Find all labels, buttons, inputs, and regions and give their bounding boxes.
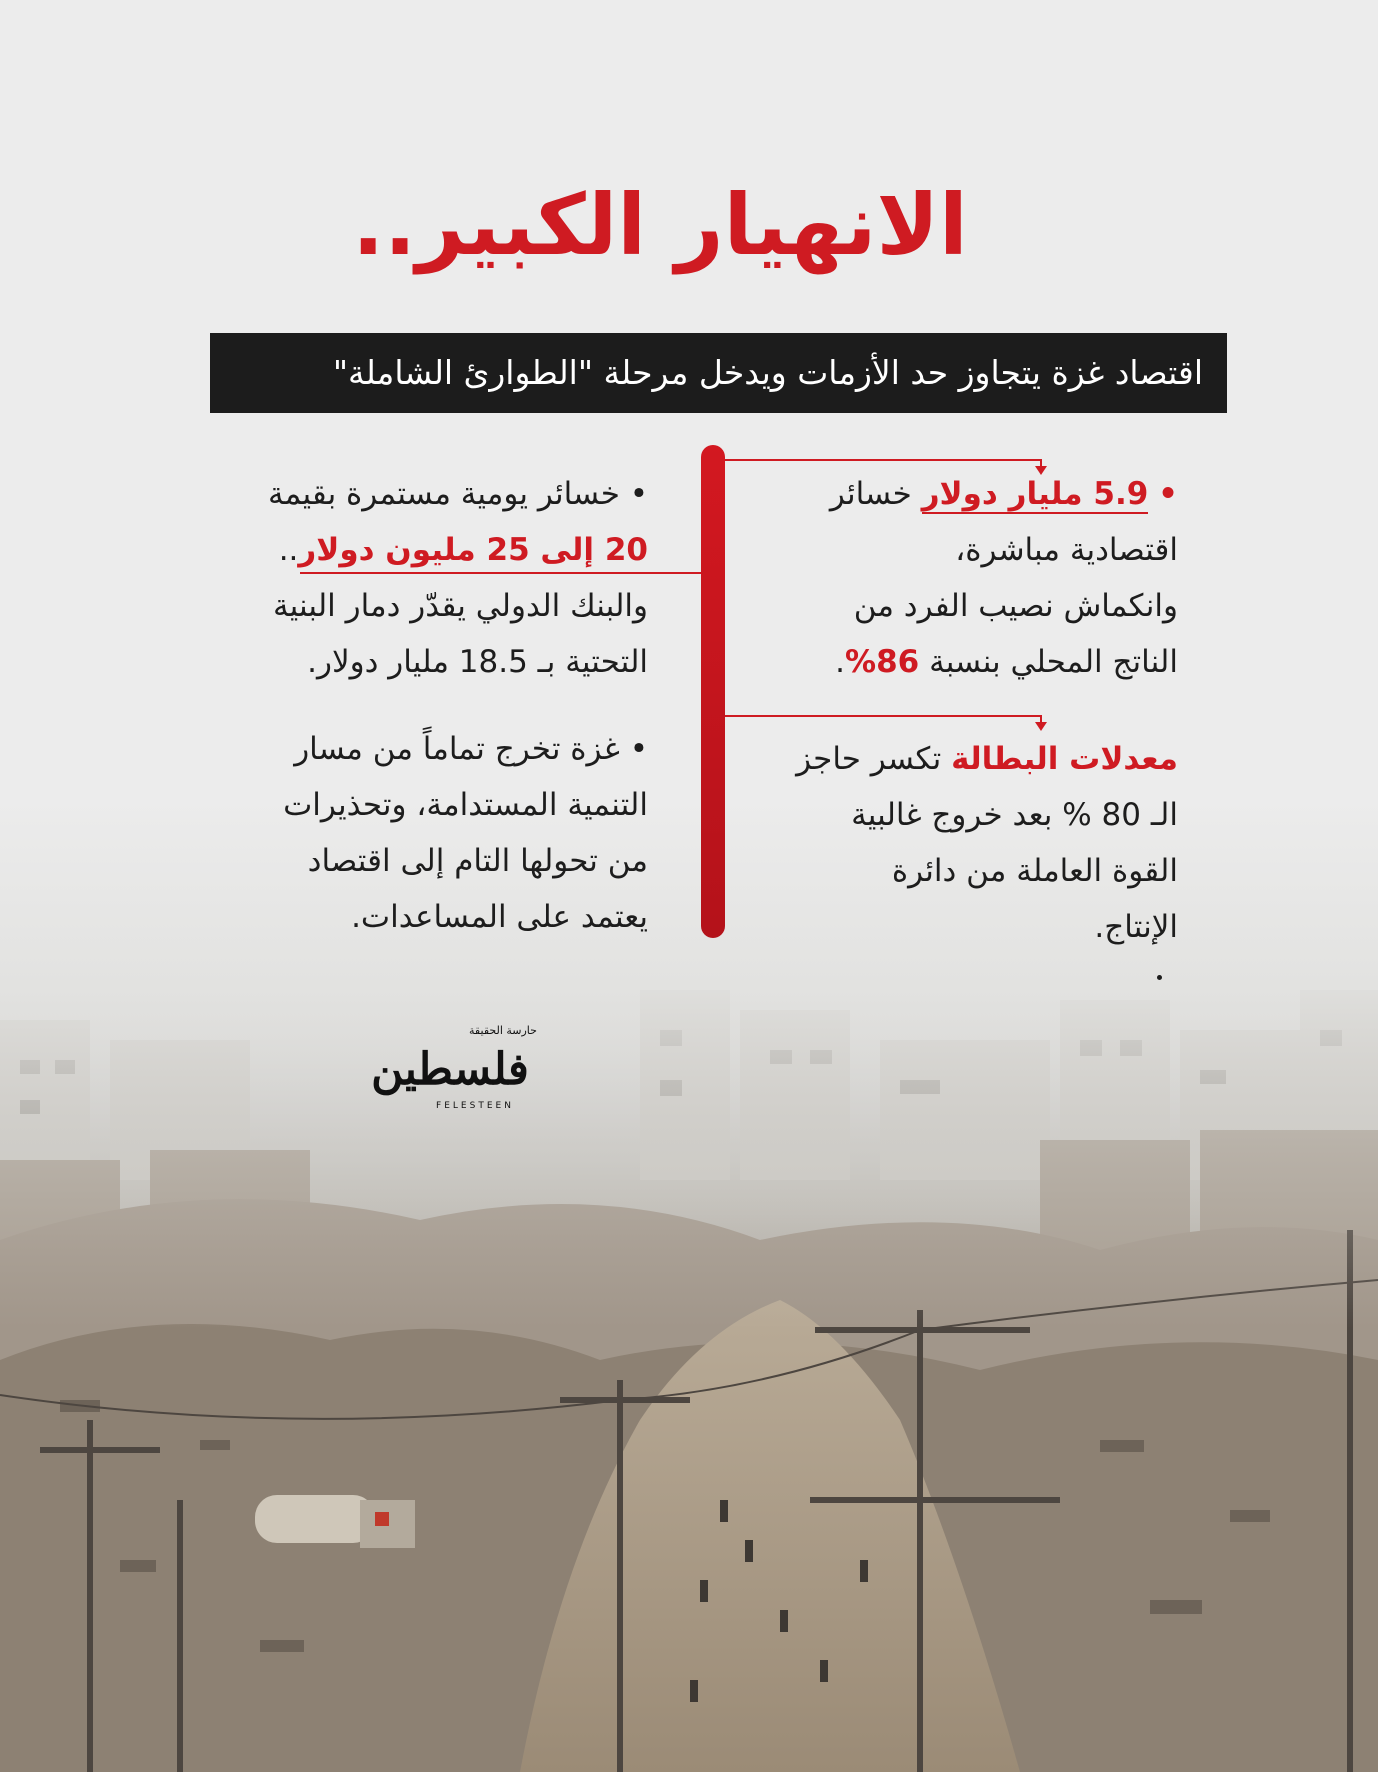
logo-wordmark: فلسطين xyxy=(371,1044,529,1095)
left-item-daily-losses-line2 xyxy=(248,522,648,578)
left-item-daily-losses-line3: والبنك الدولي يقدّر دمار البنية xyxy=(273,588,648,624)
gdp-end: . xyxy=(835,644,846,680)
right-item-unemployment-line1 xyxy=(760,731,1178,787)
right-item-unemployment-line2: الـ 80 % بعد خروج غالبية xyxy=(851,797,1178,833)
timeline-bar xyxy=(701,445,725,938)
losses-label: خسائر xyxy=(829,476,912,512)
left-item-daily-losses-line1: • خسائر يومية مستمرة بقيمة xyxy=(267,476,648,512)
left-item-daily-losses xyxy=(248,466,648,690)
left-item-development xyxy=(248,721,648,945)
left-item-development-line4: يعتمد على المساعدات. xyxy=(351,899,648,935)
losses-amount: 5.9 مليار دولار xyxy=(921,476,1149,512)
left-item-development-line3: من تحولها التام إلى اقتصاد xyxy=(307,843,648,879)
unemployment-label: تكسر حاجز xyxy=(796,741,942,777)
subtitle-banner xyxy=(210,333,1227,413)
right-item-unemployment xyxy=(760,731,1178,955)
right-item-losses-line3: وانكماش نصيب الفرد من xyxy=(853,588,1178,624)
left-item-daily-losses-line4: التحتية بـ 18.5 مليار دولار. xyxy=(307,644,648,680)
right-item-losses-line2: اقتصادية مباشرة، xyxy=(955,532,1178,568)
unemployment-highlight: معدلات البطالة xyxy=(951,741,1178,777)
bullet-icon: • xyxy=(1158,476,1178,512)
connector-right-bottom-arrow-icon xyxy=(1035,722,1047,731)
right-item-unemployment-line4: الإنتاج. xyxy=(1094,909,1178,945)
right-item-losses-line4 xyxy=(760,634,1178,690)
left-item-development-line2: التنمية المستدامة، وتحذيرات xyxy=(283,787,648,823)
gdp-percent: 86% xyxy=(845,644,920,680)
daily-losses-amount: 20 إلى 25 مليون دولار xyxy=(298,532,648,568)
right-item-losses xyxy=(760,466,1178,690)
dot-marker xyxy=(1157,975,1162,980)
logo-latin: FELESTEEN xyxy=(436,1101,514,1111)
gdp-label: الناتج المحلي بنسبة xyxy=(929,644,1178,680)
daily-losses-end: .. xyxy=(278,532,299,568)
logo-tagline: حارسة الحقيقة xyxy=(469,1024,537,1037)
connector-right-top xyxy=(725,459,1041,461)
right-item-losses-line1 xyxy=(760,466,1178,522)
page-title: الانهيار الكبير.. xyxy=(352,176,968,274)
subtitle-text: اقتصاد غزة يتجاوز حد الأزمات ويدخل مرحلة "الطوارئ الشاملة" xyxy=(332,353,1203,392)
left-item-development-line1: • غزة تخرج تماماً من مسار xyxy=(294,731,648,767)
felesteen-logo xyxy=(355,1018,545,1118)
right-item-unemployment-line3: القوة العاملة من دائرة xyxy=(891,853,1178,889)
connector-right-bottom xyxy=(725,715,1041,717)
